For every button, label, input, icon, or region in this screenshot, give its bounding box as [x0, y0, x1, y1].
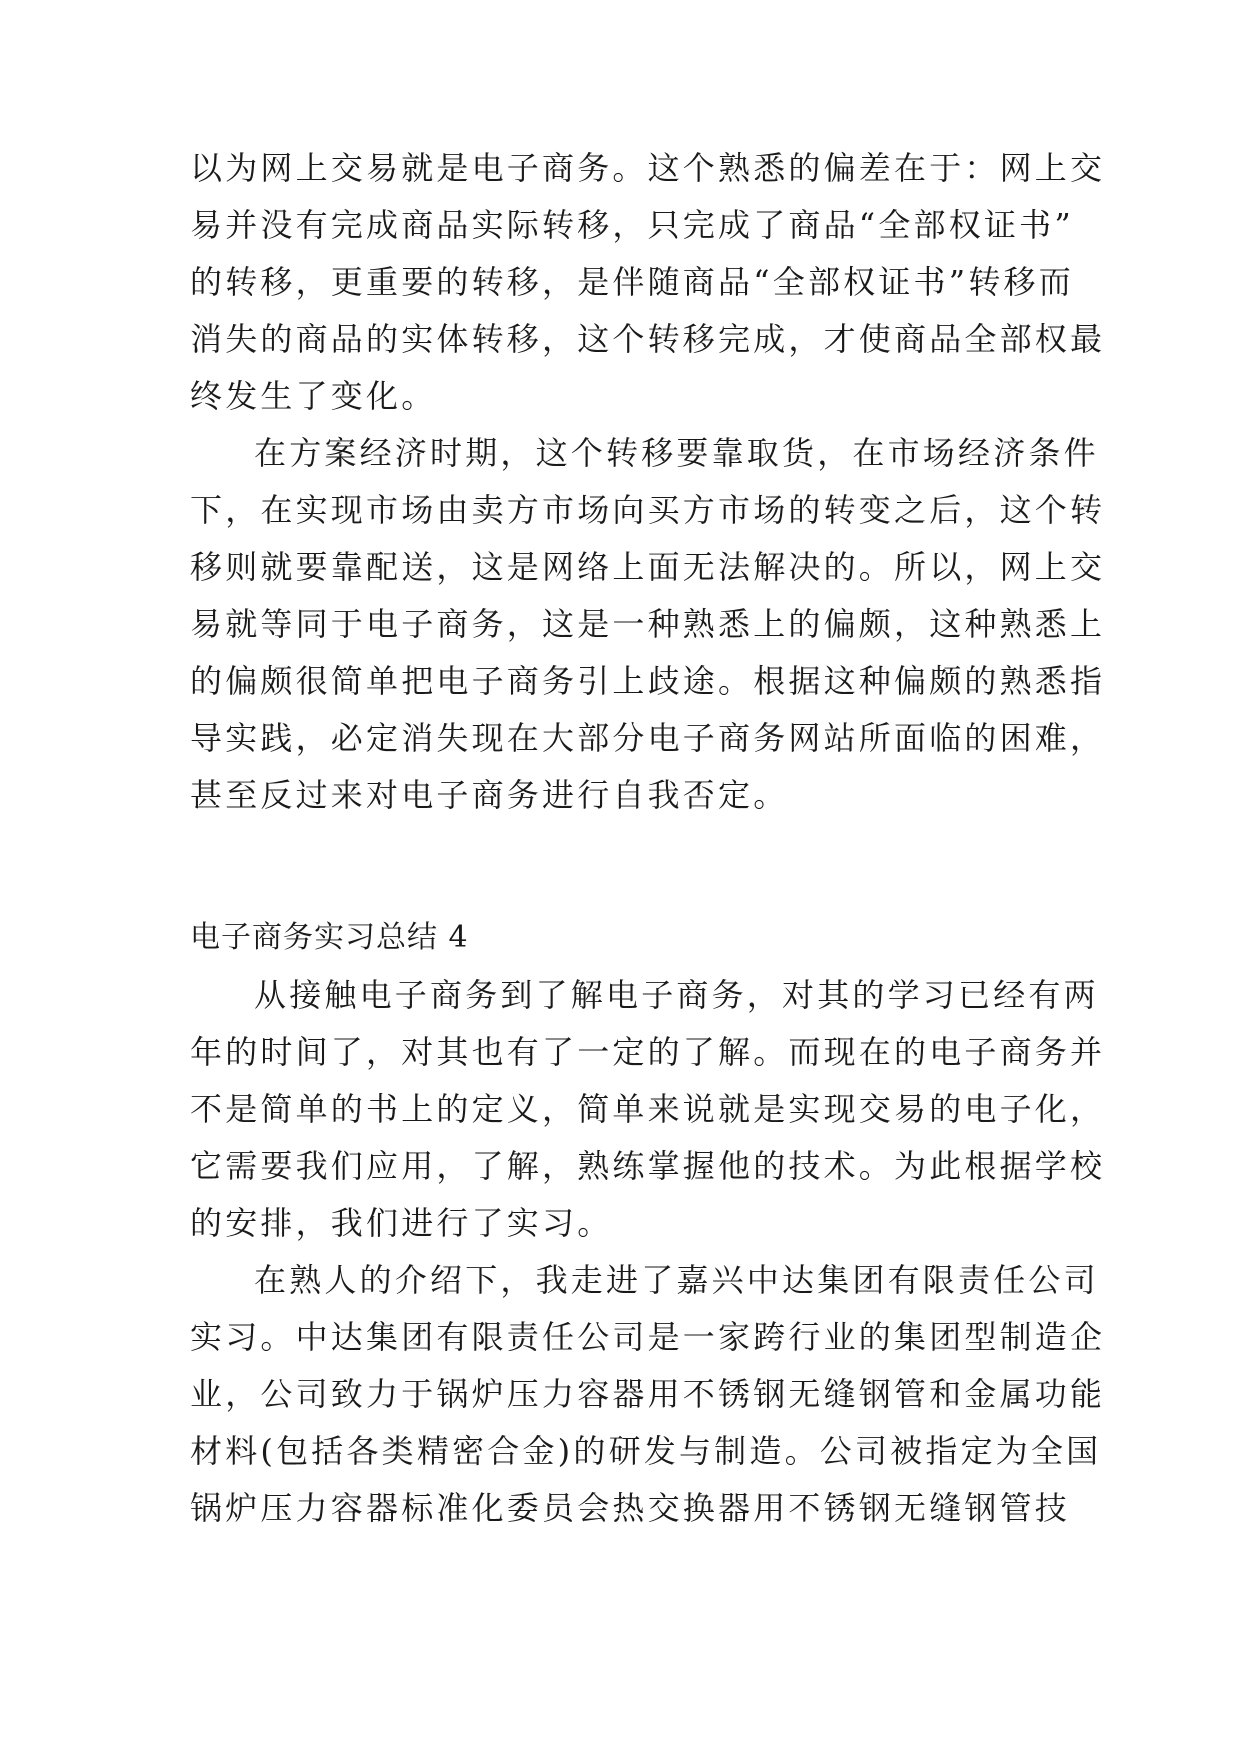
section-heading: 电子商务实习总结 4: [190, 920, 469, 955]
text-line: 易就等同于电子商务，这是一种熟悉上的偏颇，这种熟悉上: [190, 605, 1106, 643]
text-line: 年的时间了，对其也有了一定的了解。而现在的电子商务并: [190, 1033, 1106, 1071]
text-line: 消失的商品的实体转移，这个转移完成，才使商品全部权最: [190, 320, 1106, 358]
text-line: 易并没有完成商品实际转移，只完成了商品“全部权证书”: [190, 206, 1074, 244]
text-line: 不是简单的书上的定义，简单来说就是实现交易的电子化，: [190, 1090, 1106, 1128]
text-line: 的偏颇很简单把电子商务引上歧途。根据这种偏颇的熟悉指: [190, 662, 1106, 700]
text-line: 在方案经济时期，这个转移要靠取货，在市场经济条件: [254, 434, 1099, 472]
text-line: 它需要我们应用，了解，熟练掌握他的技术。为此根据学校: [190, 1147, 1106, 1185]
text-line: 下，在实现市场由卖方市场向买方市场的转变之后，这个转: [190, 491, 1106, 529]
text-line: 以为网上交易就是电子商务。这个熟悉的偏差在于：网上交: [190, 149, 1106, 187]
text-line: 从接触电子商务到了解电子商务，对其的学习已经有两: [254, 976, 1099, 1014]
text-line: 的转移，更重要的转移，是伴随商品“全部权证书”转移而: [190, 263, 1074, 301]
text-line: 业，公司致力于锅炉压力容器用不锈钢无缝钢管和金属功能: [190, 1375, 1106, 1413]
text-line: 甚至反过来对电子商务进行自我否定。: [190, 776, 789, 814]
text-line: 终发生了变化。: [190, 377, 437, 415]
text-line: 锅炉压力容器标准化委员会热交换器用不锈钢无缝钢管技: [190, 1489, 1071, 1527]
text-line: 导实践，必定消失现在大部分电子商务网站所面临的困难，: [190, 719, 1106, 757]
text-line: 的安排，我们进行了实习。: [190, 1204, 613, 1242]
text-line: 实习。中达集团有限责任公司是一家跨行业的集团型制造企: [190, 1318, 1106, 1356]
text-line: 移则就要靠配送，这是网络上面无法解决的。所以，网上交: [190, 548, 1106, 586]
text-line: 在熟人的介绍下，我走进了嘉兴中达集团有限责任公司: [254, 1261, 1099, 1299]
text-line: 材料(包括各类精密合金)的研发与制造。公司被指定为全国: [190, 1432, 1102, 1470]
